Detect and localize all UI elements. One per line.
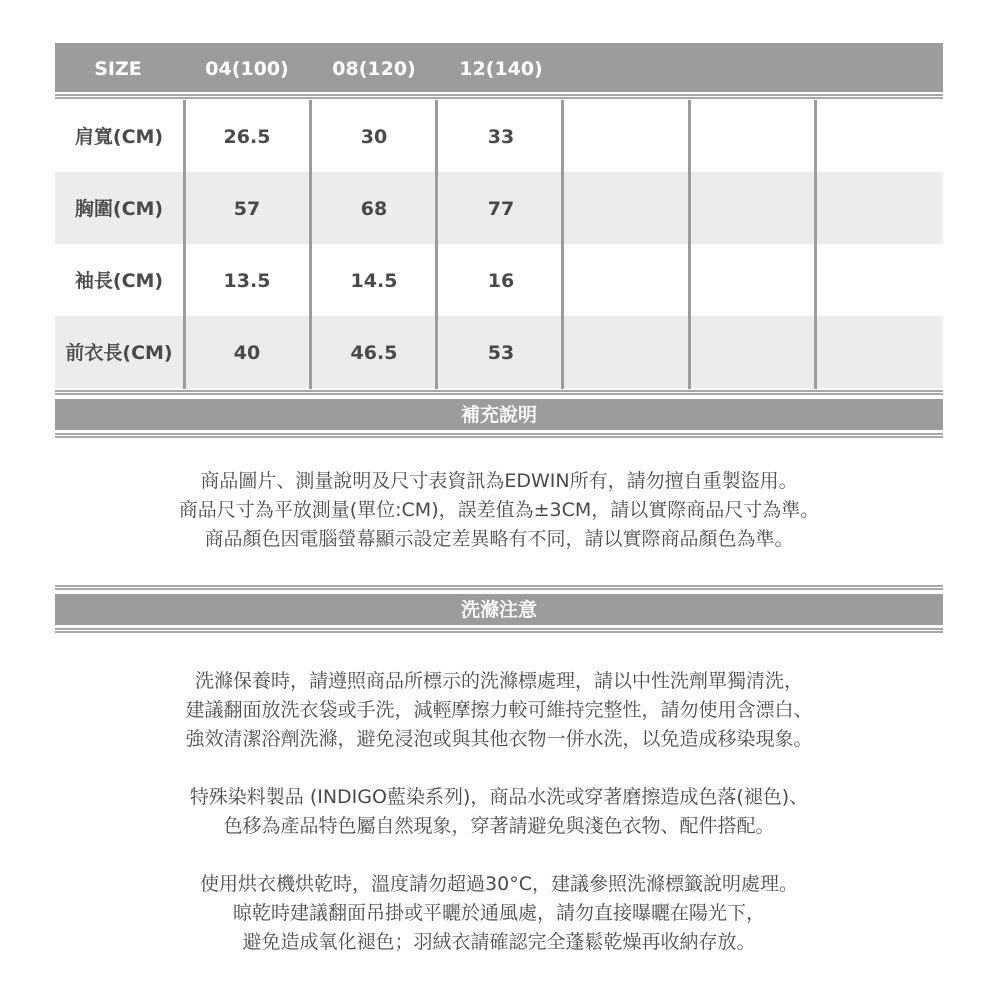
cell-front-length-08: 46.5	[350, 342, 398, 364]
size-header-label: SIZE	[94, 58, 142, 80]
cell-shoulder-12: 33	[487, 126, 515, 148]
cell-sleeve-04: 13.5	[223, 270, 271, 292]
washing-line: 特殊染料製品 (INDIGO藍染系列)，商品水洗或穿著磨擦造成色落(褪色)、	[189, 786, 809, 808]
column-divider	[435, 100, 438, 389]
supplement-line: 商品顏色因電腦螢幕顯示設定差異略有不同，請以實際商品顏色為準。	[204, 528, 794, 550]
column-divider	[688, 100, 691, 389]
cell-sleeve-12: 16	[487, 270, 515, 292]
washing-line: 色移為產品特色屬自然現象，穿著請避免與淺色衣物、配件搭配。	[223, 815, 775, 837]
row-label-sleeve: 袖長(CM)	[74, 270, 164, 292]
row-label-front-length: 前衣長(CM)	[65, 342, 173, 364]
table-row-sleeve	[55, 244, 943, 316]
column-divider	[183, 100, 186, 389]
washing-line: 晾乾時建議翻面吊掛或平曬於通風處，請勿直接曝曬在陽光下，	[232, 902, 765, 924]
table-row-chest	[55, 172, 943, 244]
washing-line: 洗滌保養時，請遵照商品所標示的洗滌標處理，請以中性洗劑單獨清洗，	[194, 670, 803, 692]
washing-paragraph-1	[55, 667, 943, 754]
supplement-line: 商品圖片、測量說明及尺寸表資訊為EDWIN所有，請勿擅自重製盜用。	[200, 470, 798, 492]
cell-shoulder-08: 30	[360, 126, 388, 148]
cell-chest-12: 77	[487, 198, 515, 220]
row-label-shoulder: 肩寬(CM)	[74, 126, 164, 148]
cell-front-length-04: 40	[233, 342, 261, 364]
washing-line: 強效清潔浴劑洗滌，避免浸泡或與其他衣物一併水洗，以免造成移染現象。	[185, 728, 813, 750]
washing-top-divider	[55, 585, 943, 590]
column-divider	[814, 100, 817, 389]
washing-paragraph-3	[55, 870, 943, 957]
table-row-front-length	[55, 316, 943, 388]
cell-sleeve-08: 14.5	[350, 270, 398, 292]
size-header-04: 04(100)	[205, 58, 289, 80]
column-divider	[561, 100, 564, 389]
size-header-12: 12(140)	[459, 58, 543, 80]
table-bottom-divider	[55, 390, 943, 395]
row-label-chest: 胸圍(CM)	[74, 198, 164, 220]
table-row-shoulder	[55, 100, 943, 172]
washing-section-title: 洗滌注意	[55, 594, 943, 625]
supplement-line: 商品尺寸為平放測量(單位:CM)，誤差值為±3CM，請以實際商品尺寸為準。	[178, 499, 820, 521]
washing-line: 建議翻面放洗衣袋或手洗，減輕摩擦力較可維持完整性，請勿使用含漂白、	[185, 699, 813, 721]
washing-paragraph-2	[55, 783, 943, 841]
column-divider	[309, 100, 312, 389]
cell-front-length-12: 53	[487, 342, 515, 364]
supplement-section-title: 補充說明	[55, 399, 943, 430]
washing-line: 避免造成氧化褪色；羽絨衣請確認完全蓬鬆乾燥再收納存放。	[242, 931, 756, 953]
supplement-text	[55, 467, 943, 554]
cell-shoulder-04: 26.5	[223, 126, 271, 148]
size-header-08: 08(120)	[332, 58, 416, 80]
supplement-divider	[55, 433, 943, 438]
washing-divider	[55, 628, 943, 633]
size-table-header	[55, 43, 943, 92]
washing-line: 使用烘衣機烘乾時，溫度請勿超過30°C，建議參照洗滌標籤說明處理。	[200, 873, 798, 895]
table-top-divider	[55, 94, 943, 99]
cell-chest-04: 57	[233, 198, 261, 220]
cell-chest-08: 68	[360, 198, 388, 220]
